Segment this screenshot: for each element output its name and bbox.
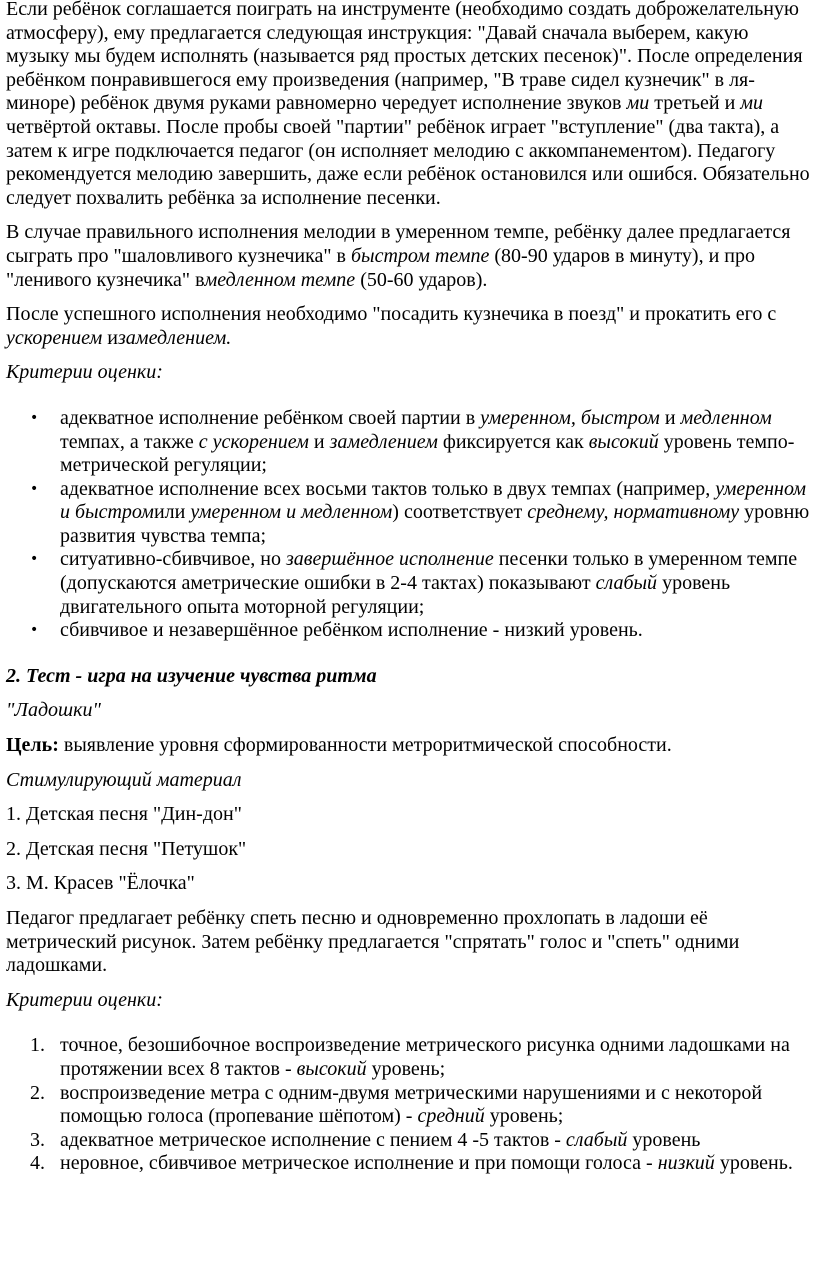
bullet-item: • ситуативно-сбивчивое, но завершённое исполнение песенки только в умеренном темпе (допускаются аметрические ошибки в 2-4 тактах) показывают слабый уровень двигательного опыта моторной регуляции; <box>6 548 810 619</box>
material-item: 2. Детская песня "Петушок" <box>6 837 247 860</box>
material-item: 1. Детская песня "Дин-дон" <box>6 803 242 826</box>
criteria-heading-1: Критерии оценки: <box>6 361 163 384</box>
numbered-item: 2. воспроизведение метра с одним-двумя метрическими нарушениями и с некоторой помощью голоса (пропевание шёпотом) - средний уровень; <box>30 1081 763 1128</box>
section-2-title: 2. Тест - игра на изучение чувства ритма <box>6 664 377 687</box>
bullet-item: • адекватное исполнение ребёнком своей партии в умеренном, быстром и медленном темпах, а также с ускорением и замедлением фиксируется как высокий уровень темпо-метрической регуляции; <box>6 407 810 478</box>
bullet-item: • сбивчивое и незавершённое ребёнком исполнение - низкий уровень. <box>6 619 810 643</box>
numbered-item: 3. адекватное метрическое исполнение с пением 4 -5 тактов - слабый уровень <box>30 1128 701 1151</box>
goal-line: Цель: выявление уровня сформированности метроритмической способности. <box>6 734 672 757</box>
paragraph-clapping: Педагог предлагает ребёнку спеть песню и одновременно прохлопать в ладоши её метрический рисунок. Затем ребёнку предлагается "спрятать" голос и "спеть" одними ладошками. <box>6 907 740 977</box>
numbered-item: 1. точное, безошибочное воспроизведение метрического рисунка одними ладошками на протяжении всех 8 тактов - высокий уровень; <box>30 1034 790 1080</box>
material-item: 3. М. Красев "Ёлочка" <box>6 872 195 895</box>
paragraph-tempo-variants: В случае правильного исполнения мелодии в умеренном темпе, ребёнку далее предлагается сыграть про "шаловливого кузнечика" в быстром темпе (80-90 ударов в минуту), и про "ленивого кузнечика" вмедленном темпе (50-60 ударов). <box>6 221 791 291</box>
criteria-heading-2: Критерии оценки: <box>6 988 163 1011</box>
stimulus-heading: Стимулирующий материал <box>6 768 242 791</box>
numbered-item: 4. неровное, сбивчивое метрическое исполнение и при помощи голоса - низкий уровень. <box>30 1152 793 1175</box>
criteria-bullet-list <box>6 407 810 643</box>
bullet-item: • адекватное исполнение всех восьми тактов только в двух темпах (например, умеренном и быстромили умеренном и медленном) соответствует среднему, нормативному уровню развития чувства темпа; <box>6 478 810 549</box>
paragraph-train: После успешного исполнения необходимо "посадить кузнечика в поезд" и прокатить его с ускорением изамедлением. <box>6 303 777 349</box>
criteria-numbered-list <box>6 1034 810 1176</box>
paragraph-instrument-instructions: Если ребёнок соглашается поиграть на инструменте (необходимо создать доброжелательную атмосферу), ему предлагается следующая инструкция: "Давай сначала выберем, какую музыку мы будем исполнять (называется ряд простых детских песенок)". После определения ребёнком понравившегося ему произведения (например, "В траве сидел кузнечик" в ля-миноре) ребёнок двумя руками равномерно чередует исполнение звуков ми третьей и ми четвёртой октавы. После пробы своей "партии" ребёнок играет "вступление" (два такта), а затем к игре подключается педагог (он исполняет мелодию с аккомпанементом). Педагогу рекомендуется мелодию завершить, даже если ребёнок остановился или ошибся. Обязательно следует похвалить ребёнка за исполнение песенки. <box>6 0 810 209</box>
section-2-subtitle: "Ладошки" <box>6 699 101 722</box>
